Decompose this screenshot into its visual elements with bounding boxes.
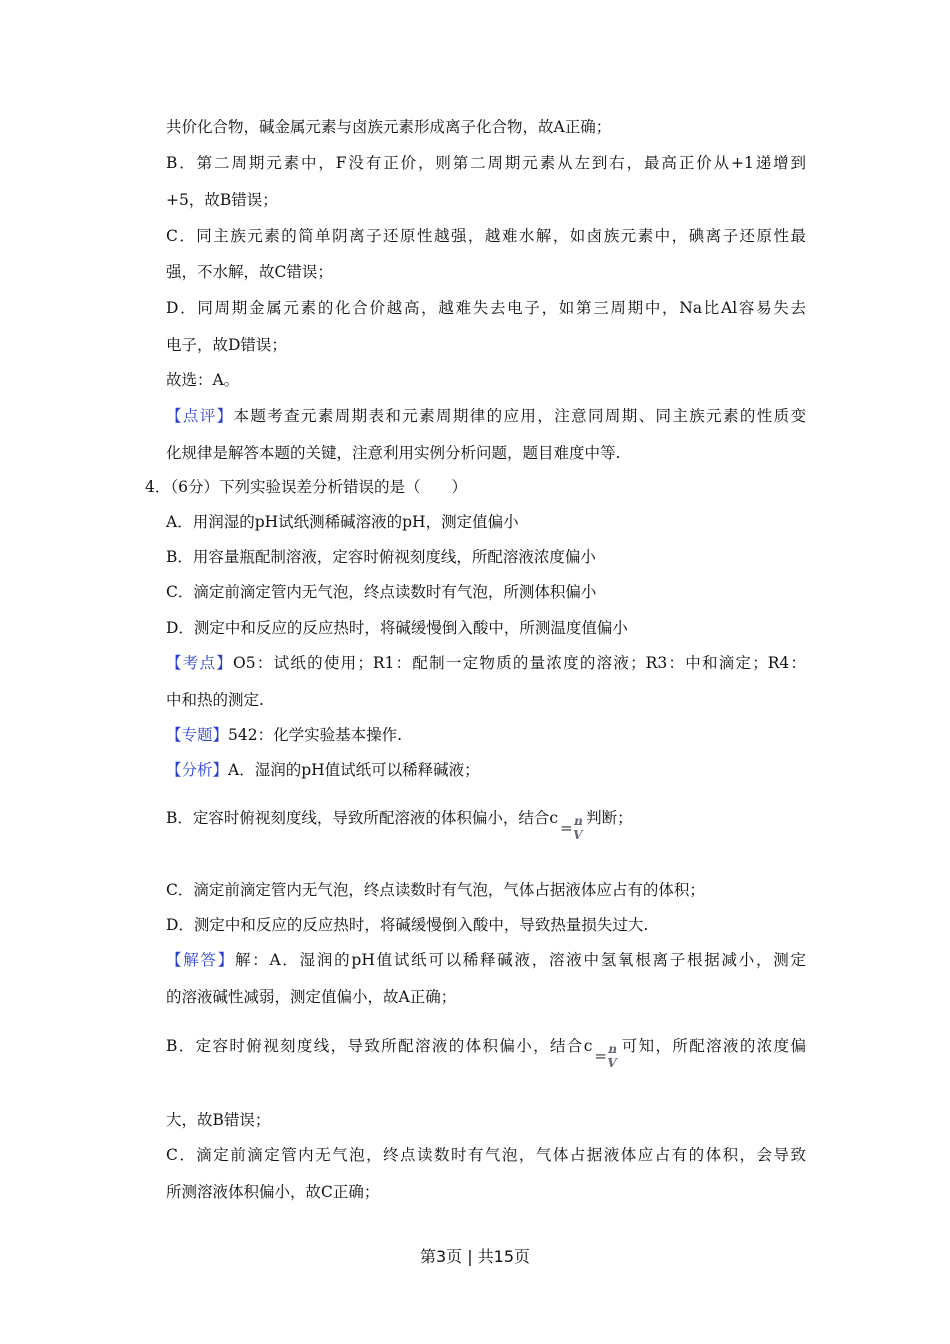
text-line: C．滴定前滴定管内无气泡，终点读数时有气泡，气体占据液体应占有的体积，会导致 <box>166 1146 806 1164</box>
denominator: V <box>607 1056 617 1070</box>
kaodian-tag: 【考点】 <box>166 654 234 672</box>
review-text: 本题考查元素周期表和元素周期律的应用，注意同周期、同主族元素的性质变 <box>233 407 806 425</box>
zhuanti-text: 542：化学实验基本操作. <box>228 726 403 744</box>
formula-c-n-over-v <box>558 808 586 842</box>
zhuanti-line <box>166 725 806 745</box>
fenxi-tag: 【分析】 <box>166 761 229 779</box>
text-line: D．同周期金属元素的化合价越高，越难失去电子，如第三周期中，Na比Al容易失去 <box>166 299 806 317</box>
fenxi-line <box>166 760 806 780</box>
question-stem: 4．（6分）下列实验误差分析错误的是（ ） <box>145 478 467 496</box>
option-d: D．测定中和反应的反应热时，将碱缓慢倒入酸中，所测温度值偏小 <box>166 619 628 637</box>
text-line: D．测定中和反应的反应热时，将碱缓慢倒入酸中，导致热量损失过大. <box>166 916 649 934</box>
formula-c-n-over-v <box>592 1036 620 1070</box>
option-a: A．用润湿的pH试纸测稀碱溶液的pH，测定值偏小 <box>166 513 519 531</box>
text: B．定容时俯视刻度线，导致所配溶液的体积偏小，结合c <box>166 809 559 827</box>
text-line: B．第二周期元素中，F没有正价，则第二周期元素从左到右，最高正价从+1递增到 <box>166 154 806 172</box>
option-c: C．滴定前滴定管内无气泡，终点读数时有气泡，所测体积偏小 <box>166 583 597 601</box>
text-line: C．同主族元素的简单阴离子还原性越强，越难水解，如卤族元素中，碘离子还原性最 <box>166 227 806 245</box>
jieda-tag: 【解答】 <box>166 951 235 969</box>
numerator: n <box>608 1042 618 1056</box>
text: 可知，所配溶液的浓度偏 <box>620 1037 806 1055</box>
text-line: 强，不水解，故C错误； <box>166 263 333 281</box>
zhuanti-tag: 【专题】 <box>166 726 229 744</box>
text: 判断； <box>586 809 633 827</box>
answer-choice: 故选：A。 <box>166 371 240 389</box>
review-tag: 【点评】 <box>166 407 234 425</box>
text-line: 中和热的测定. <box>166 691 264 709</box>
jieda-text: 解：A．湿润的pH值试纸可以稀释碱液，溶液中氢氧根离子根据减小，测定 <box>234 951 806 969</box>
text-line: C．滴定前滴定管内无气泡，终点读数时有气泡，气体占据液体应占有的体积； <box>166 881 705 899</box>
fenxi-b-line <box>166 808 806 842</box>
fenxi-text: A．湿润的pH值试纸可以稀释碱液； <box>228 761 480 779</box>
text-line: 电子，故D错误； <box>166 336 287 354</box>
text-line: 化规律是解答本题的关键，注意利用实例分析问题，题目难度中等. <box>166 444 621 462</box>
numerator: n <box>574 814 583 828</box>
text: B．定容时俯视刻度线，导致所配溶液的体积偏小，结合c <box>166 1037 593 1055</box>
equals: = <box>560 819 573 837</box>
page-number: 第3页 | 共15页 <box>419 1247 531 1266</box>
text-line: 的溶液碱性减弱，测定值偏小，故A正确； <box>166 988 457 1006</box>
jieda-b-line <box>166 1036 806 1070</box>
text-line: +5，故B错误； <box>166 191 278 209</box>
kaodian-text: O5：试纸的使用；R1：配制一定物质的量浓度的溶液；R3：中和滴定；R4： <box>233 654 806 672</box>
denominator: V <box>573 828 583 842</box>
review-line <box>166 406 806 426</box>
text-line: 大，故B错误； <box>166 1111 271 1129</box>
option-b: B．用容量瓶配制溶液，定容时俯视刻度线，所配溶液浓度偏小 <box>166 548 596 566</box>
jieda-line <box>166 950 806 970</box>
text-line: 共价化合物，碱金属元素与卤族元素形成离子化合物，故A正确； <box>166 118 612 136</box>
text-line: 所测溶液体积偏小，故C正确； <box>166 1183 380 1201</box>
equals: = <box>594 1047 607 1065</box>
kaodian-line <box>166 653 806 673</box>
